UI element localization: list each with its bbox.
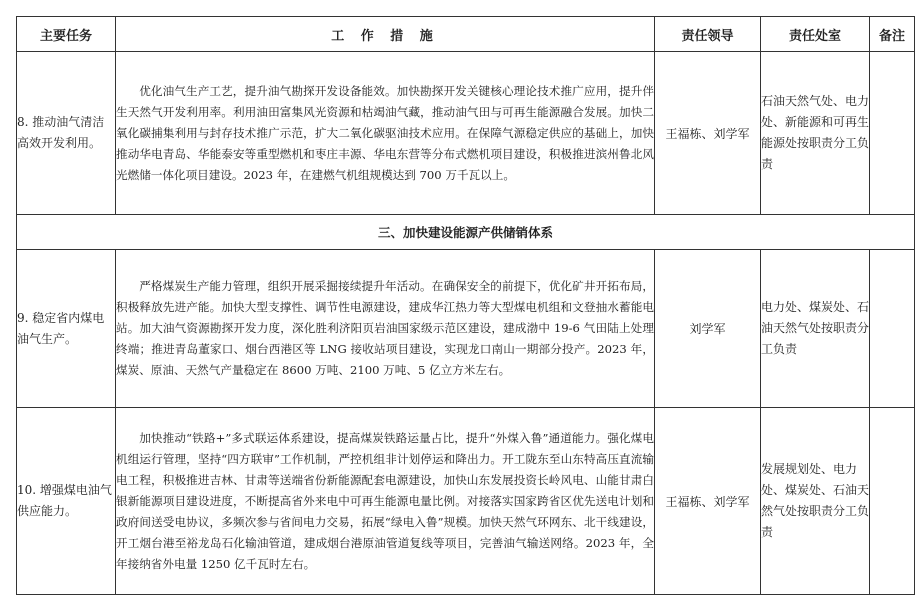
office-cell: 电力处、煤炭处、石油天然气处按职责分工负责 xyxy=(761,250,870,408)
table-row xyxy=(17,408,915,595)
section-row xyxy=(17,215,915,250)
office-cell: 石油天然气处、电力处、新能源和可再生能源处按职责分工负责 xyxy=(761,52,870,215)
office-cell: 发展规划处、电力处、煤炭处、石油天然气处按职责分工负责 xyxy=(761,408,870,595)
header-measures: 工 作 措 施 xyxy=(116,17,655,52)
leader-cell: 王福栋、刘学军 xyxy=(655,52,761,215)
table-row xyxy=(17,52,915,215)
task-cell: 9. 稳定省内煤电油气生产。 xyxy=(17,250,116,408)
section-title: 三、加快建设能源产供储销体系 xyxy=(17,215,915,250)
note-cell xyxy=(870,408,915,595)
leader-cell: 王福栋、刘学军 xyxy=(655,408,761,595)
measures-cell: 优化油气生产工艺，提升油气勘探开发设备能效。加快勘探开发关键核心理论技术推广应用，提升伴生天然气开发利用率。利用油田富集风光资源和枯竭油气藏，推动油气田与可再生能源融合发展。加快二氧化碳捕集利用与封存技术推广示范，扩大二氧化碳驱油技术应用。在保障气源稳定供应的基础上，加快推动华电青岛、华能泰安等重型燃机和枣庄丰源、华电东营等分布式燃机项目建设，积极推进滨州鲁北风光燃储一体化项目建设。2023 年，在建燃气机组规模达到 700 万千瓦以上。 xyxy=(116,52,655,215)
leader-cell: 刘学军 xyxy=(655,250,761,408)
task-cell: 8. 推动油气清洁高效开发利用。 xyxy=(17,52,116,215)
header-task: 主要任务 xyxy=(17,17,116,52)
header-leader: 责任领导 xyxy=(655,17,761,52)
note-cell xyxy=(870,52,915,215)
header-note: 备注 xyxy=(870,17,915,52)
header-row xyxy=(17,17,915,52)
header-office: 责任处室 xyxy=(761,17,870,52)
measures-cell: 加快推动“铁路+”多式联运体系建设，提高煤炭铁路运量占比，提升“外煤入鲁”通道能力。强化煤电机组运行管理，坚持“四方联审”工作机制，严控机组非计划停运和降出力。开工陇东至山东特高压直流输电工程，积极推进吉林、甘肃等送端省份新能源配套电源建设，加快山东发展投资长岭风电、山能甘肃白银新能源项目建设进度，不断提高省外来电中可再生能源电量比例。对接落实国家跨省区优先送电计划和政府间送受电协议，多频次参与省间电力交易，拓展“绿电入鲁”规模。加快天然气环网东、北干线建设，开工烟台港至裕龙岛石化输油管道，建成烟台港原油管道复线等项目，完善油气输送网络。2023 年，全年接纳省外电量 1250 亿千瓦时左右。 xyxy=(116,408,655,595)
table-row xyxy=(17,250,915,408)
task-cell: 10. 增强煤电油气供应能力。 xyxy=(17,408,116,595)
measures-cell: 严格煤炭生产能力管理，组织开展采掘接续提升年活动。在确保安全的前提下，优化矿井开拓布局，积极释放先进产能。加快大型支撑性、调节性电源建设，建成华江热力等大型煤电机组和文登抽水蓄能电站。加大油气资源勘探开发力度，深化胜利济阳页岩油国家级示范区建设，建成渤中 19-6 气田陆上处理终端；推进青岛董家口、烟台西港区等 LNG 接收站项目建设，实现龙口南山一期部分投产。2023 年，煤炭、原油、天然气产量稳定在 8600 万吨、2100 万吨、5 亿立方米左右。 xyxy=(116,250,655,408)
task-table xyxy=(16,16,915,595)
note-cell xyxy=(870,250,915,408)
